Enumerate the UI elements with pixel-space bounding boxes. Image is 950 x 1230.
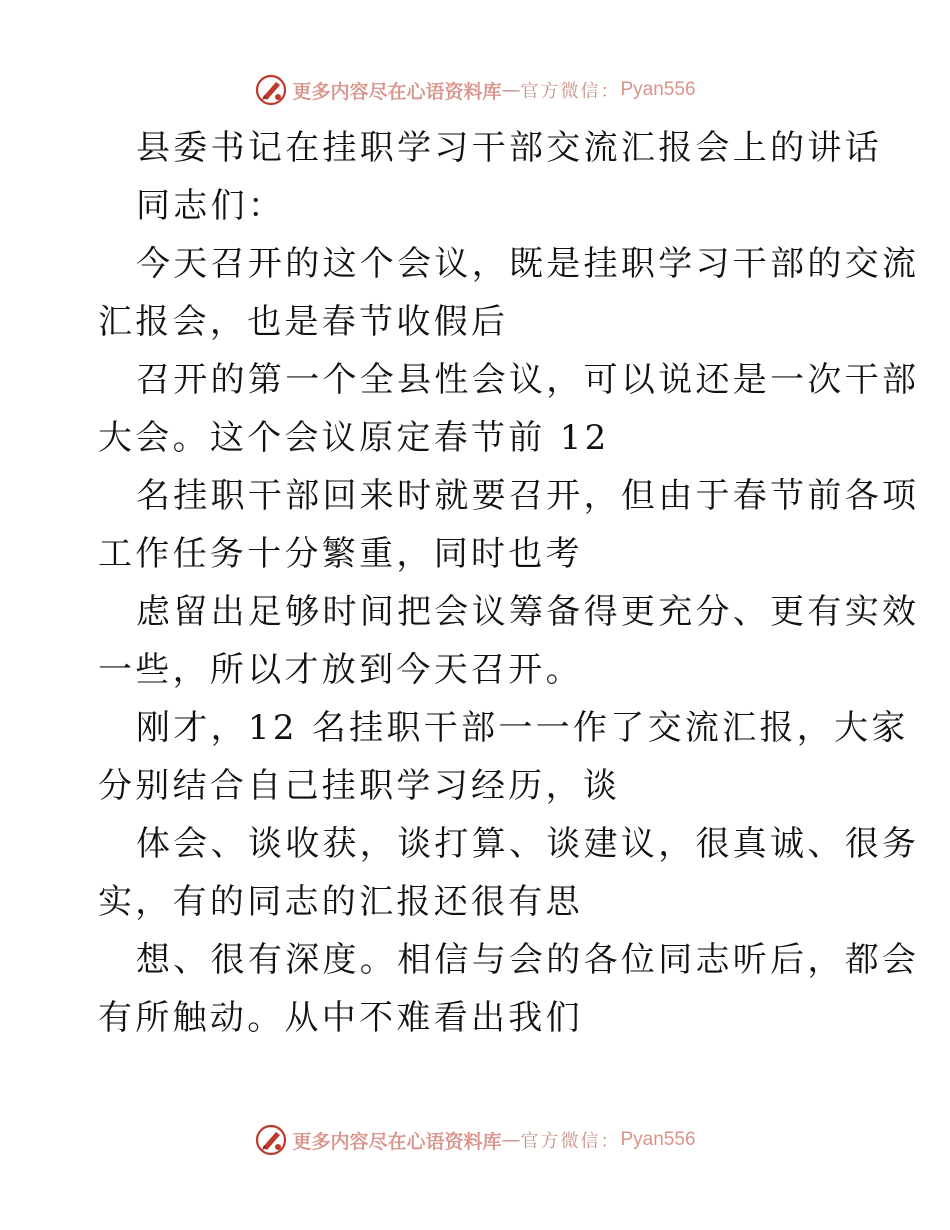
header-banner (0, 70, 950, 110)
banner-official-label: 官方微信： (520, 1131, 621, 1152)
paragraph-line: 大会。这个会议原定春节前 12 (98, 418, 610, 458)
banner-slogan: 更多内容尽在心语资料库 (292, 80, 502, 103)
banner-official-label: 官方微信： (520, 81, 621, 102)
banner-slogan: 更多内容尽在心语资料库 (292, 1130, 502, 1153)
paragraph-line: 今天召开的这个会议，既是挂职学习干部的交流 (136, 244, 920, 284)
banner-wechat-id: Pyan556 (620, 79, 696, 100)
footer-banner (0, 1120, 950, 1160)
paragraph-line: 有所触动。从中不难看出我们 (98, 998, 583, 1038)
pen-seal-logo-icon (254, 1123, 288, 1157)
paragraph-line: 体会、谈收获，谈打算、谈建议，很真诚、很务 (136, 824, 920, 864)
paragraph-line: 分别结合自己挂职学习经历，谈 (98, 766, 621, 806)
paragraph-line: 虑留出足够时间把会议筹备得更充分、更有实效 (136, 592, 920, 632)
paragraph-line: 工作任务十分繁重，同时也考 (98, 534, 583, 574)
document-title: 县委书记在挂职学习干部交流汇报会上的讲话 (136, 128, 882, 168)
paragraph-line: 召开的第一个全县性会议，可以说还是一次干部 (136, 360, 920, 400)
banner-dash: — (501, 79, 521, 101)
paragraph-line: 想、很有深度。相信与会的各位同志听后，都会 (136, 940, 920, 980)
paragraph-line: 一些，所以才放到今天召开。 (98, 650, 583, 690)
banner-dash: — (501, 1129, 521, 1151)
salutation: 同志们： (136, 186, 286, 226)
banner-wechat-id: Pyan556 (620, 1129, 696, 1150)
paragraph-line: 实，有的同志的汇报还很有思 (98, 882, 583, 922)
paragraph-line: 名挂职干部回来时就要召开，但由于春节前各项 (136, 476, 920, 516)
paragraph-line: 汇报会，也是春节收假后 (98, 302, 509, 342)
paragraph-line: 刚才，12 名挂职干部一一作了交流汇报，大家 (136, 708, 909, 748)
pen-seal-logo-icon (254, 73, 288, 107)
